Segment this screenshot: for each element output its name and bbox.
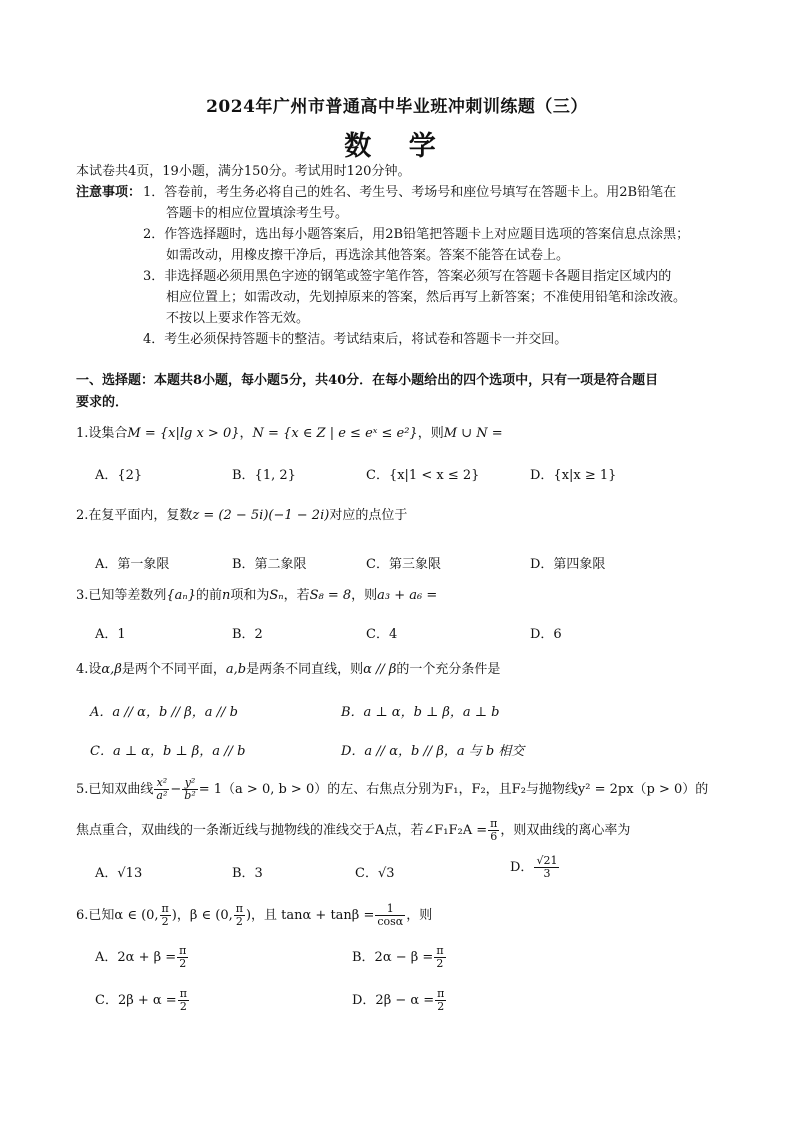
q5-option-d-den: 3 xyxy=(543,867,551,880)
q4-text-d: 的一个充分条件是 xyxy=(396,662,501,677)
q6-option-c xyxy=(95,988,190,1013)
q6-pi-2: π xyxy=(235,902,243,915)
notice-item-1-cont: 答题卡的相应位置填涂考生号。 xyxy=(166,206,349,221)
question-2-stem xyxy=(76,506,407,526)
q2-option-b: B．第二象限 xyxy=(232,557,307,572)
q6-one: 1 xyxy=(375,903,405,916)
q5-option-d-num: √21 xyxy=(536,854,558,867)
q3-n: n xyxy=(221,588,231,603)
question-6-stem xyxy=(76,903,432,928)
q3-expr: a₃ + a₆ = xyxy=(377,588,438,603)
question-3-stem xyxy=(76,586,437,606)
q6-option-b-label: B．2α − β = xyxy=(352,950,434,965)
q6-cos: cosα xyxy=(377,915,404,928)
q6-option-a-frac xyxy=(177,945,188,970)
q5-option-d-label: D． xyxy=(510,860,534,875)
q5-text-c: 焦点重合，双曲线的一条渐近线与抛物线的准线交于A点，若∠F₁F₂A = xyxy=(76,823,488,838)
q6-text-c: )，且 tanα + tanβ = xyxy=(245,908,375,923)
q5-angle-frac xyxy=(488,818,499,843)
q3-text: 3.已知等差数列 xyxy=(76,588,167,603)
notice-item-3-cont: 相应位置上；如需改动，先划掉原来的答案，然后再写上新答案；不准使用铅笔和涂改液。 xyxy=(166,290,687,305)
section-heading-cont: 要求的． xyxy=(76,395,129,410)
q4-option-c: C．a ⊥ α，b ⊥ β，a // b xyxy=(90,744,246,759)
q6-option-d xyxy=(352,988,447,1013)
q6-c-pi: π xyxy=(179,987,187,1000)
q4-lines: a,b xyxy=(225,662,247,677)
q5-option-d xyxy=(510,855,560,880)
exam-title: 2024年广州市普通高中毕业班冲刺训练题（三） xyxy=(206,97,588,117)
q6-a-two: 2 xyxy=(179,957,187,970)
q6-a-pi: π xyxy=(179,944,187,957)
q1-option-a: A．{2} xyxy=(95,468,143,483)
q5-text-b: = 1（a > 0, b > 0）的左、右焦点分别为F₁，F₂，且F₂与抛物线y² = 2px（p > 0）的 xyxy=(198,782,709,797)
q6-d-pi: π xyxy=(437,987,445,1000)
q4-relation: α // β xyxy=(363,662,397,677)
question-5-stem-cont xyxy=(76,818,630,843)
q5-frac-y xyxy=(182,777,197,802)
q6-option-b xyxy=(352,945,447,970)
q5-frac-x-num: x² xyxy=(154,777,169,790)
q5-frac-x xyxy=(154,777,169,802)
q6-text-b: )，β ∈ (0, xyxy=(171,908,233,923)
q4-text: 4.设 xyxy=(76,662,102,677)
q5-text: 5.已知双曲线 xyxy=(76,782,154,797)
q1-text: 1.设集合 xyxy=(76,426,128,441)
q1-expr: M ∪ N = xyxy=(443,426,503,441)
q6-two: 2 xyxy=(161,915,169,928)
q1-set-n: N = {x ∈ Z | e ≤ eˣ ≤ e²} xyxy=(252,426,418,441)
q6-option-b-frac xyxy=(434,945,445,970)
notice-item-4: 4．考生必须保持答题卡的整洁。考试结束后，将试卷和答题卡一并交回。 xyxy=(143,332,568,347)
q6-option-c-label: C．2β + α = xyxy=(95,993,177,1008)
q3-option-b: B．2 xyxy=(232,627,263,642)
notice-label: 注意事项： xyxy=(76,185,142,200)
section-heading: 一、选择题：本题共8小题，每小题5分，共40分．在每小题给出的四个选项中，只有一项是符合题目 xyxy=(76,373,659,388)
question-4-stem xyxy=(76,660,500,680)
q6-option-a-label: A．2α + β = xyxy=(95,950,177,965)
q3-text-e: ，则 xyxy=(351,588,378,603)
q2-option-a: A．第一象限 xyxy=(95,557,170,572)
notice-item-2: 2．作答选择题时，选出每小题答案后，用2B铅笔把答题卡上对应题目选项的答案信息点涂黑； xyxy=(143,227,690,242)
q3-option-c: C．4 xyxy=(366,627,398,642)
q1-set-m: M = {x|lg x > 0} xyxy=(127,426,240,441)
q6-option-a xyxy=(95,945,189,970)
q1-option-d: D．{x|x ≥ 1} xyxy=(530,468,617,483)
subject-title: 数 学 xyxy=(344,131,450,162)
q1-text-b: ，则 xyxy=(417,426,444,441)
q6-b-pi: π xyxy=(436,944,444,957)
q5-option-d-frac xyxy=(534,855,559,880)
q5-minus: − xyxy=(170,782,182,797)
q6-frac-beta xyxy=(234,903,245,928)
q1-sep: ， xyxy=(239,426,253,441)
q4-planes: α,β xyxy=(101,662,122,677)
q5-option-b: B．3 xyxy=(232,866,263,881)
notice-item-3: 3．非选择题必须用黑色字迹的钢笔或签字笔作答，答案必须写在答题卡各题目指定区域内的 xyxy=(143,269,672,284)
q6-d-two: 2 xyxy=(437,1000,445,1013)
q3-option-d: D．6 xyxy=(530,627,562,642)
exam-intro: 本试卷共4页，19小题，满分150分。考试用时120分钟。 xyxy=(76,164,411,179)
question-1-stem xyxy=(76,424,503,444)
q2-text: 2.在复平面内，复数 xyxy=(76,508,193,523)
q1-option-b: B．{1, 2} xyxy=(232,468,296,483)
q5-frac-y-den: b² xyxy=(184,789,196,802)
q6-option-d-label: D．2β − α = xyxy=(352,993,435,1008)
q6-two-2: 2 xyxy=(235,915,243,928)
q5-angle-den: 6 xyxy=(490,830,498,843)
q6-b-two: 2 xyxy=(436,957,444,970)
q5-frac-x-den: a² xyxy=(156,789,168,802)
q4-option-a: A．a // α，b // β，a // b xyxy=(90,705,238,720)
q3-seq: {aₙ} xyxy=(166,588,196,603)
q4-option-d: D．a // α，b // β，a 与 b 相交 xyxy=(341,744,525,759)
notice-item-1: 1．答卷前，考生务必将自己的姓名、考生号、考场号和座位号填写在答题卡上。用2B铅笔在 xyxy=(143,185,677,200)
q3-option-a: A．1 xyxy=(95,627,126,642)
q1-option-c: C．{x|1 < x ≤ 2} xyxy=(366,468,480,483)
q5-option-c: C．√3 xyxy=(355,866,395,881)
q3-text-b: 的前 xyxy=(195,588,222,603)
q6-text-d: ，则 xyxy=(406,908,433,923)
q2-expr: z = (2 − 5i)(−1 − 2i) xyxy=(192,508,330,523)
q6-option-c-frac xyxy=(178,988,189,1013)
q3-cond: S₈ = 8 xyxy=(309,588,352,603)
q4-text-c: 是两条不同直线，则 xyxy=(246,662,364,677)
q2-text-b: 对应的点位于 xyxy=(329,508,408,523)
q2-option-c: C．第三象限 xyxy=(366,557,441,572)
q5-frac-y-num: y² xyxy=(182,777,197,790)
q3-text-c: 项和为 xyxy=(230,588,270,603)
q5-option-a: A．√13 xyxy=(95,866,143,881)
notice-item-2-cont: 如需改动，用橡皮擦干净后，再选涂其他答案。答案不能答在试卷上。 xyxy=(166,248,570,263)
q6-option-d-frac xyxy=(435,988,446,1013)
q6-text: 6.已知α ∈ (0, xyxy=(76,908,159,923)
q4-text-b: 是两个不同平面， xyxy=(121,662,226,677)
q3-sn: Sₙ xyxy=(269,588,284,603)
q3-text-d: ，若 xyxy=(283,588,310,603)
q5-angle-num: π xyxy=(490,817,498,830)
notice-item-3-cont2: 不按以上要求作答无效。 xyxy=(166,311,310,326)
q2-option-d: D．第四象限 xyxy=(530,557,606,572)
q6-c-two: 2 xyxy=(179,1000,187,1013)
q6-frac-alpha xyxy=(160,903,171,928)
q6-pi: π xyxy=(161,902,169,915)
question-5-stem xyxy=(76,777,708,802)
q4-option-b: B．a ⊥ α，b ⊥ β，a ⊥ b xyxy=(341,705,500,720)
q5-text-d: ，则双曲线的离心率为 xyxy=(500,823,631,838)
q6-frac-cos xyxy=(375,903,405,928)
